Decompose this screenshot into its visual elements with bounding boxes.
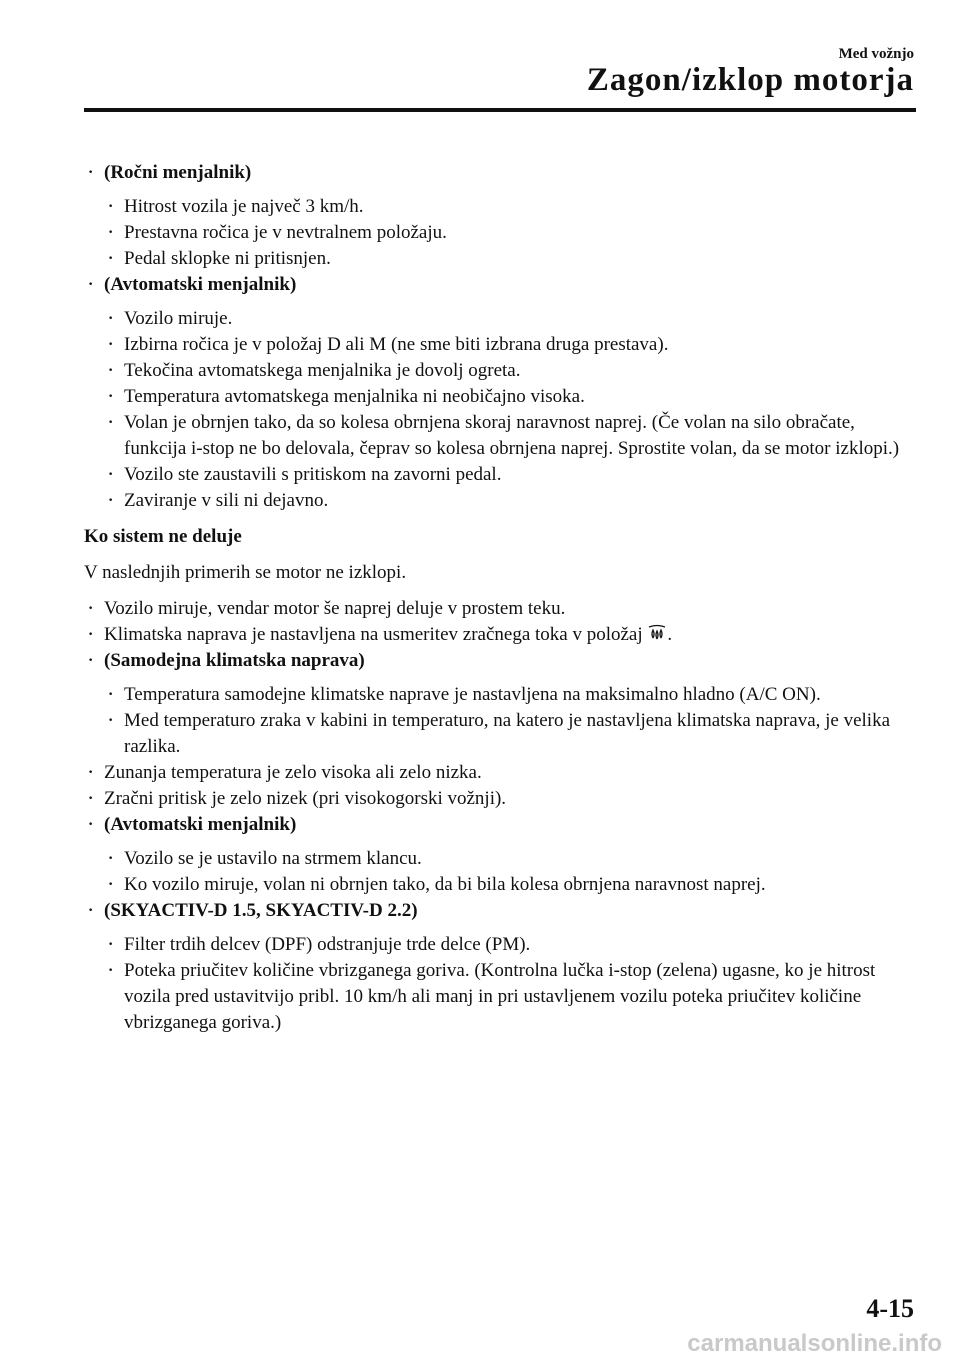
bullet: · bbox=[108, 224, 114, 241]
bullet: · bbox=[88, 790, 94, 807]
list-item bbox=[84, 932, 904, 958]
list-item-text: Zračni pritisk je zelo nizek (pri visokogorski vožnji). bbox=[104, 788, 507, 809]
list-item bbox=[84, 596, 904, 622]
list-item bbox=[84, 622, 904, 648]
bullet: · bbox=[88, 600, 94, 617]
list-item-text: Filter trdih delcev (DPF) odstranjuje trde delce (PM). bbox=[124, 934, 531, 955]
list-item bbox=[84, 958, 904, 1036]
bullet: · bbox=[88, 276, 94, 293]
bullet: · bbox=[88, 764, 94, 781]
list-item bbox=[84, 358, 904, 384]
bullet: · bbox=[88, 652, 94, 669]
climate-control-heading bbox=[84, 648, 904, 674]
list-item bbox=[84, 682, 904, 708]
list-item-text: Prestavna ročica je v nevtralnem položaju. bbox=[124, 222, 447, 243]
list-item bbox=[84, 872, 904, 898]
heading-text: (SKYACTIV-D 1.5, SKYACTIV-D 2.2) bbox=[104, 900, 418, 921]
header-rule bbox=[84, 108, 916, 112]
page-title: Zagon/izklop motorja bbox=[586, 62, 914, 98]
list-item bbox=[84, 846, 904, 872]
bullet: · bbox=[108, 492, 114, 509]
list-item bbox=[84, 462, 904, 488]
list-item bbox=[84, 488, 904, 514]
section-heading: Ko sistem ne deluje bbox=[84, 526, 242, 547]
page-content bbox=[84, 160, 904, 1036]
automatic-transmission-heading bbox=[84, 272, 904, 298]
list-item bbox=[84, 306, 904, 332]
bullet: · bbox=[88, 626, 94, 643]
bullet: · bbox=[108, 712, 114, 729]
list-item bbox=[84, 410, 904, 462]
list-item-text: Ko vozilo miruje, volan ni obrnjen tako, da bi bila kolesa obrnjena naravnost naprej. bbox=[124, 874, 766, 895]
manual-transmission-heading bbox=[84, 160, 904, 186]
heading-text: (Avtomatski menjalnik) bbox=[104, 274, 297, 295]
bullet: · bbox=[108, 850, 114, 867]
bullet: · bbox=[108, 336, 114, 353]
list-item bbox=[84, 332, 904, 358]
list-item-text: Med temperaturo zraka v kabini in temperaturo, na katero je nastavljena klimatska naprava, je velika razlika. bbox=[124, 710, 891, 757]
list-item-text: Zunanja temperatura je zelo visoka ali zelo nizka. bbox=[104, 762, 482, 783]
bullet: · bbox=[108, 310, 114, 327]
list-item bbox=[84, 786, 904, 812]
list-item bbox=[84, 220, 904, 246]
list-item-text: Temperatura avtomatskega menjalnika ni neobičajno visoka. bbox=[124, 386, 585, 407]
list-item-text: Izbirna ročica je v položaj D ali M (ne sme biti izbrana druga prestava). bbox=[124, 334, 669, 355]
list-item-text: Tekočina avtomatskega menjalnika je dovolj ogreta. bbox=[124, 360, 521, 381]
bullet: · bbox=[108, 198, 114, 215]
bullet: · bbox=[108, 414, 114, 431]
bullet: · bbox=[108, 686, 114, 703]
bullet: · bbox=[108, 362, 114, 379]
bullet: · bbox=[88, 816, 94, 833]
list-item bbox=[84, 384, 904, 410]
automatic-transmission-heading bbox=[84, 812, 904, 838]
bullet: · bbox=[88, 902, 94, 919]
windshield-defrost-icon bbox=[647, 624, 667, 642]
section-label: Med vožnjo bbox=[838, 46, 914, 62]
list-item bbox=[84, 760, 904, 786]
bullet: · bbox=[108, 962, 114, 979]
list-item-text: Klimatska naprava je nastavljena na usmeritev zračnega toka v položaj bbox=[104, 624, 643, 645]
heading-text: (Samodejna klimatska naprava) bbox=[104, 650, 365, 671]
list-item bbox=[84, 246, 904, 272]
bullet: · bbox=[108, 388, 114, 405]
list-item-text: Poteka priučitev količine vbrizganega goriva. (Kontrolna lučka i-stop (zelena) ugasne, ko je hitrost vozila pred ustavitvijo pribl. 10 km/h ali manj in pri ustavljenem vozilu poteka priučitev količine vbrizganega goriva.) bbox=[124, 960, 876, 1033]
bullet: · bbox=[108, 466, 114, 483]
list-item-text: Vozilo miruje, vendar motor še naprej deluje v prostem teku. bbox=[104, 598, 566, 619]
list-item bbox=[84, 708, 904, 760]
page-number: 4-15 bbox=[866, 1294, 914, 1323]
list-item-text: Vozilo se je ustavilo na strmem klancu. bbox=[124, 848, 422, 869]
diesel-engine-heading bbox=[84, 898, 904, 924]
list-item-text: Hitrost vozila je največ 3 km/h. bbox=[124, 196, 364, 217]
list-item-text: Temperatura samodejne klimatske naprave je nastavljena na maksimalno hladno (A/C ON). bbox=[124, 684, 821, 705]
bullet: · bbox=[88, 164, 94, 181]
heading-text: (Ročni menjalnik) bbox=[104, 162, 252, 183]
section-intro: V naslednjih primerih se motor ne izklopi. bbox=[84, 562, 407, 583]
heading-text: (Avtomatski menjalnik) bbox=[104, 814, 297, 835]
list-item-text: Vozilo ste zaustavili s pritiskom na zavorni pedal. bbox=[124, 464, 502, 485]
list-item-text: Zaviranje v sili ni dejavno. bbox=[124, 490, 329, 511]
bullet: · bbox=[108, 250, 114, 267]
list-item bbox=[84, 194, 904, 220]
list-item-text: Pedal sklopke ni pritisnjen. bbox=[124, 248, 331, 269]
bullet: · bbox=[108, 936, 114, 953]
bullet: · bbox=[108, 876, 114, 893]
watermark: carmanualsonline.info bbox=[687, 1330, 942, 1357]
list-item-text: Volan je obrnjen tako, da so kolesa obrnjena skoraj naravnost naprej. (Če volan na silo obračate, funkcija i-stop ne bo delovala, čeprav so kolesa obrnjena naprej. Sprostite volan, da se motor izklopi.) bbox=[124, 412, 900, 459]
punctuation: . bbox=[667, 624, 673, 645]
list-item-text: Vozilo miruje. bbox=[124, 308, 233, 329]
